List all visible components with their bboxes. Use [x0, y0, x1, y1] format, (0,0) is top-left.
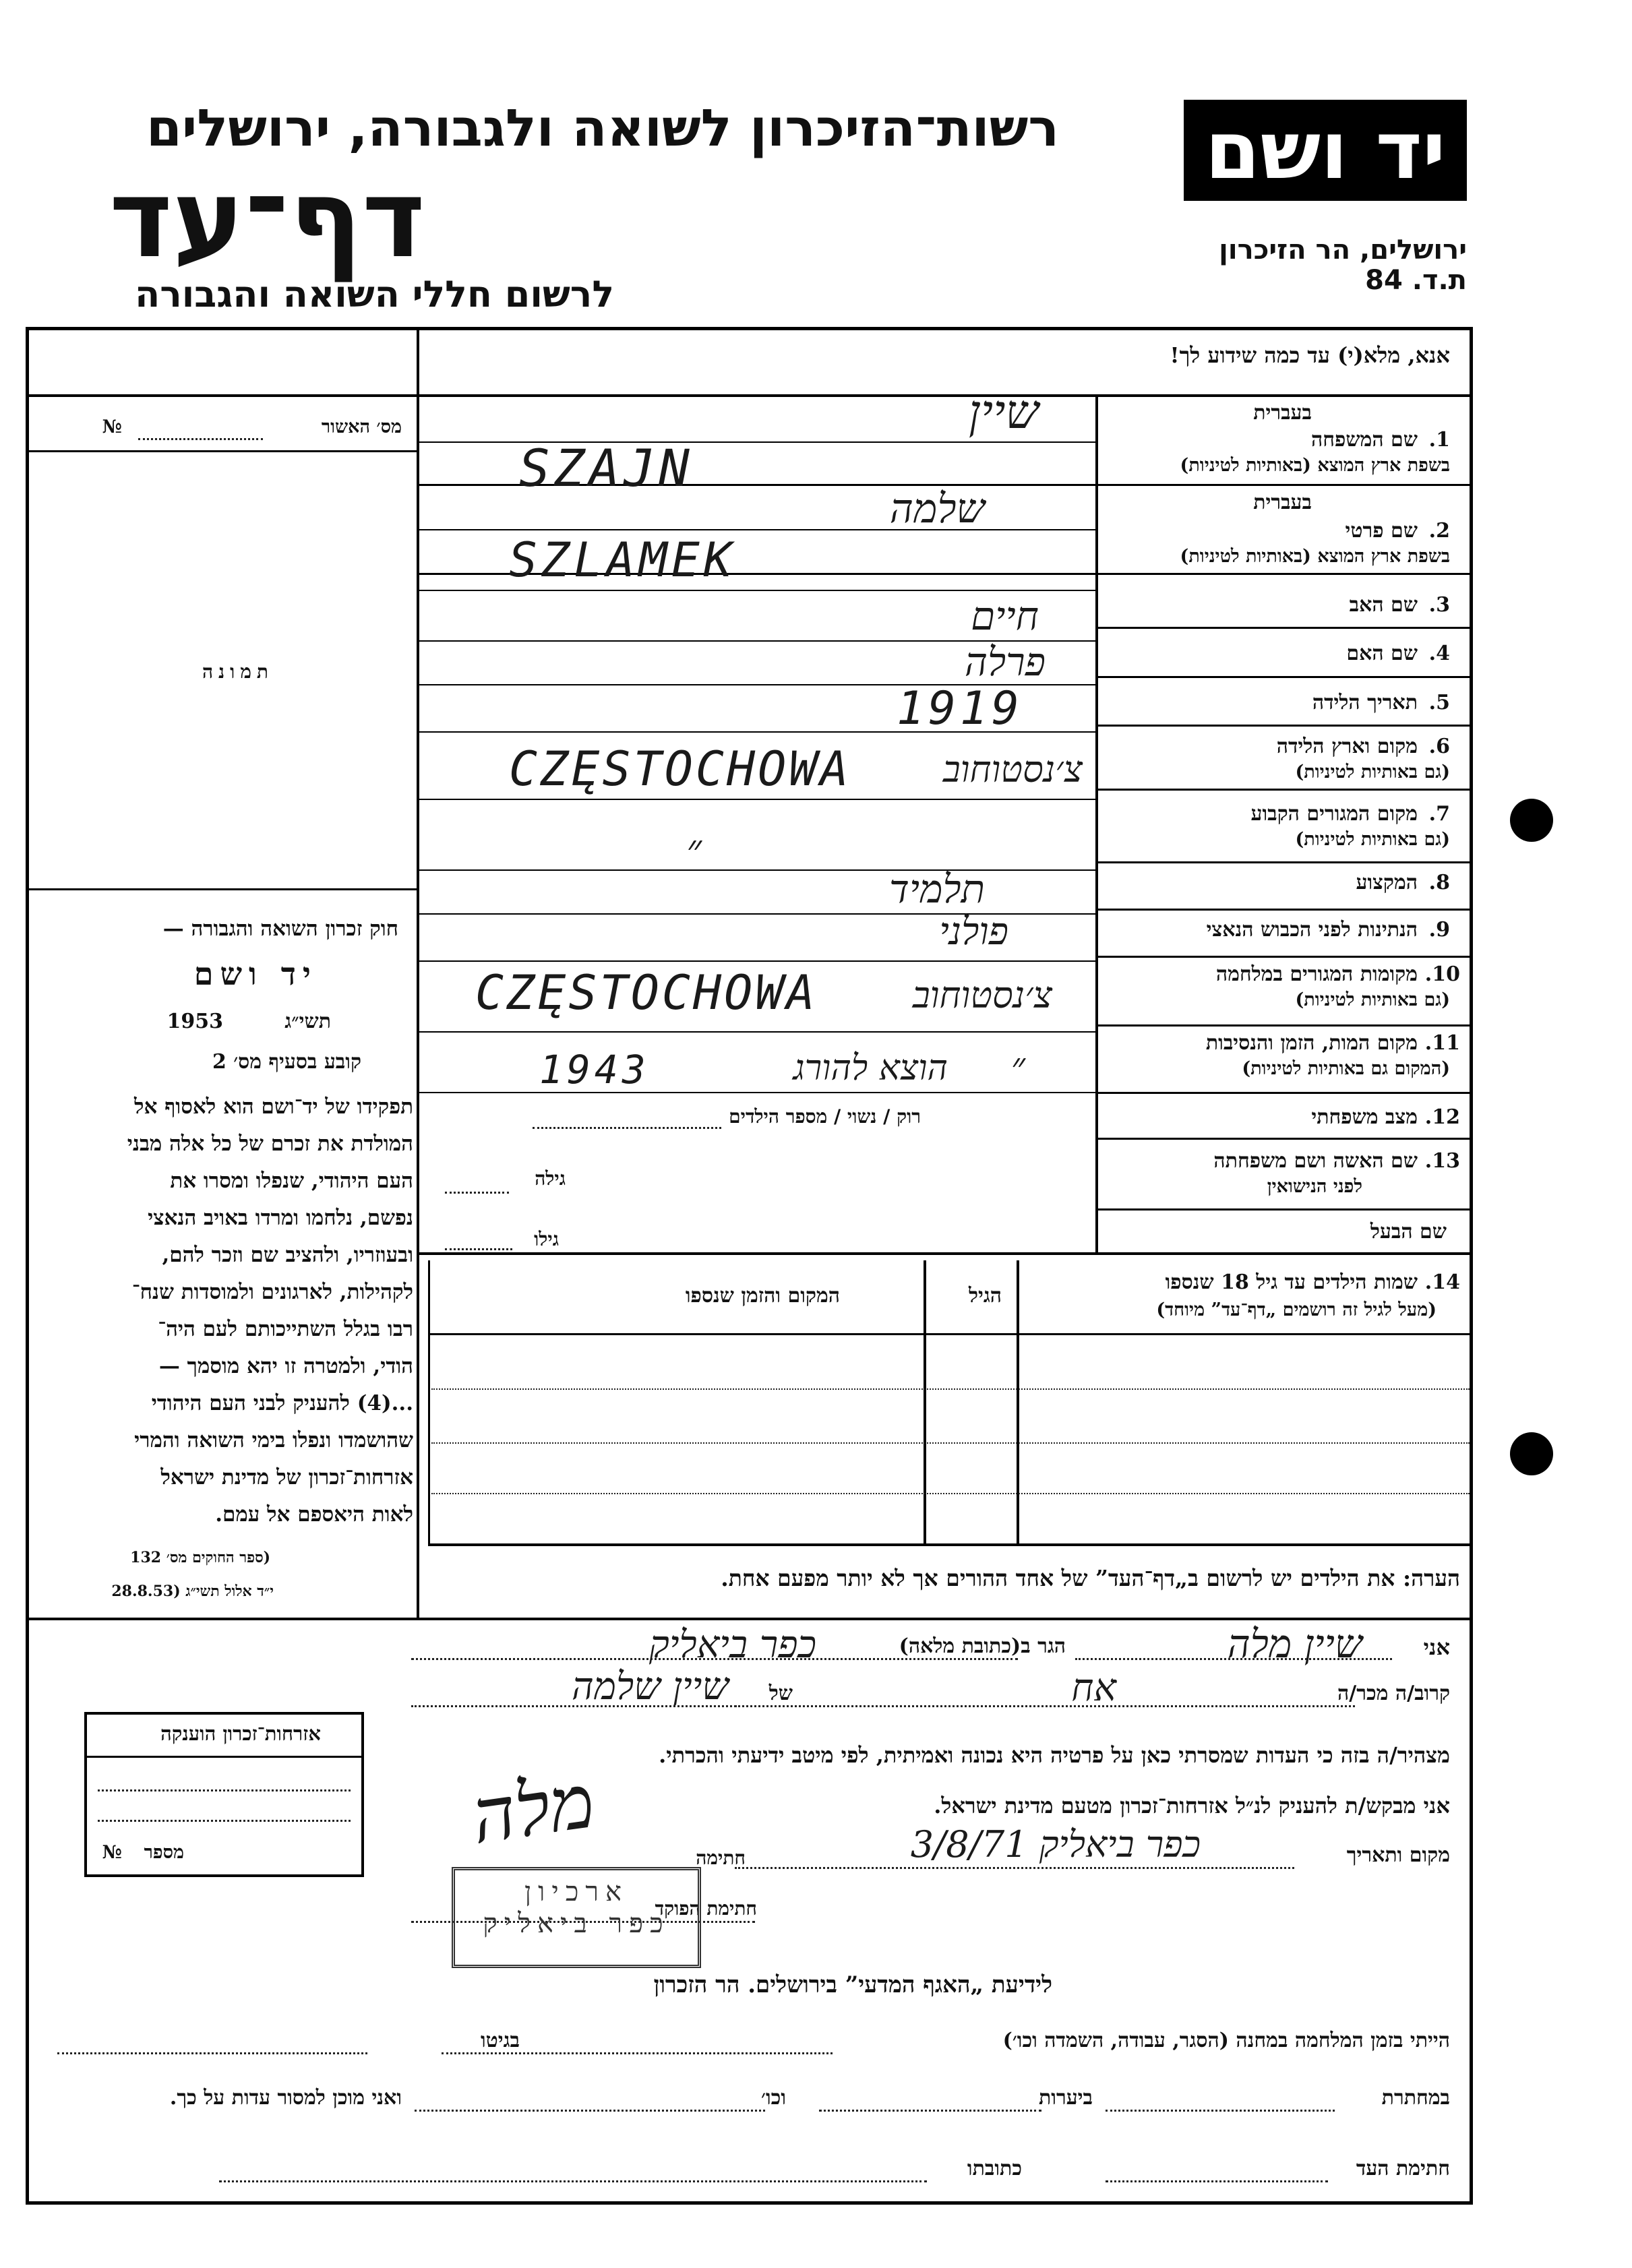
address-line-1: ירושלים, הר הזיכרון	[1219, 235, 1467, 266]
intro-text: אנא, מלא(י) עד כמה שידוע לך!	[1170, 342, 1450, 368]
law-book: (ספר החוקים מס׳ 132	[130, 1549, 270, 1566]
footer-camp: הייתי בזמן המלחמה במחנה (הסגר, עבודה, השמדה וכו׳)	[1002, 2029, 1450, 2052]
f4-label: שם האם	[1346, 642, 1418, 665]
decl-relation-value: אח	[1071, 1666, 1116, 1710]
law-text-line: נפשם, נלחמו ומרדו באויב הנאצי	[148, 1206, 413, 1230]
law-text-line: הודי, ולמטרה זו יהא מוסמך —	[158, 1354, 413, 1378]
f14-label: שמות הילדים עד גיל 18 שנספו	[1165, 1270, 1418, 1294]
f4-value: פרלה	[965, 639, 1046, 685]
decl-resident: הגר ב(כתובת מלאה)	[899, 1634, 1066, 1658]
f11-sub: (המקום גם באותיות לטיניות)	[1242, 1058, 1450, 1079]
f1-hebrew-label: בעברית	[1253, 401, 1312, 425]
form-title: דף־עד	[109, 156, 425, 282]
form-subtitle: לרשום חללי השואה והגבורה	[135, 273, 614, 315]
decl-of-value: שיין שלמה	[572, 1665, 729, 1709]
f13-age-husband: גילו	[534, 1228, 559, 1250]
address-line-2: ת.ד. 84	[1365, 265, 1467, 296]
f6-label: מקום וארץ הלידה	[1276, 735, 1418, 758]
footer-forests: ביערות	[1038, 2086, 1093, 2110]
confirmation-no-label: מס׳ האשור	[321, 417, 402, 437]
f1-latin-value: SZAJN	[519, 438, 694, 498]
no-sign: №	[102, 417, 122, 437]
f10-hebrew-value: צ׳נסטוחוב	[912, 974, 1052, 1016]
f14-place-header: המקום והזמן שנספו	[685, 1284, 840, 1308]
law-text-line: ובעוזריו, ולהציב שם וזכר להם,	[162, 1243, 413, 1267]
f1-label: שם המשפחה	[1310, 428, 1418, 452]
decl-address-value: כפר ביאליק	[648, 1623, 816, 1667]
footer-heading: לידיעת „האגף המדעי” בירושלים. הר הזכרון	[653, 1971, 1052, 1998]
f2-sub: בשפת ארץ המוצא (באותיות לטיניות)	[1180, 546, 1450, 567]
f6-sub: (גם באותיות לטיניות)	[1295, 762, 1450, 783]
f14-number: 14.	[1424, 1270, 1460, 1294]
citizenship-box-title: אזרחות־זכרון הוענקה	[160, 1722, 321, 1745]
decl-of: של	[768, 1682, 793, 1705]
stamp-line-2: כפר ביאליק	[483, 1908, 670, 1939]
law-text-line: רבו בגלל השתייכותם לעם היה־	[158, 1317, 413, 1341]
decl-ani: אני	[1423, 1634, 1450, 1660]
decl-signature-value: מלה	[466, 1758, 599, 1860]
f3-number: 3.	[1428, 593, 1450, 617]
f8-label: המקצוע	[1356, 871, 1418, 894]
law-text-line: לאות היאספם אל עמם.	[215, 1502, 413, 1527]
f11-hebrew-value: הוצא להורג	[793, 1048, 948, 1089]
decl-place-date-value: כפר ביאליק 3/8/71	[910, 1823, 1201, 1866]
f5-label: תאריך הלידה	[1312, 691, 1418, 714]
f9-value: פולני	[939, 910, 1008, 954]
f1-number: 1.	[1428, 428, 1450, 452]
f5-number: 5.	[1428, 691, 1450, 714]
decl-relation: קרוב/ה מכר/ה	[1337, 1682, 1450, 1705]
f8-number: 8.	[1428, 871, 1450, 894]
law-year: 1953	[167, 1010, 223, 1033]
f11-label: מקום המות, הזמן והנסיבות	[1205, 1031, 1418, 1055]
f3-value: חיים	[971, 593, 1039, 639]
f7-sub: (גם באותיות לטיניות)	[1295, 829, 1450, 850]
law-text-line: העם היהודי, שנפלו ומסרו את	[170, 1169, 413, 1193]
law-text-line: שהושמדו ונפלו בימי השואה והמרי	[134, 1428, 413, 1452]
footer-witness-signature: חתימת העד	[1356, 2157, 1450, 2180]
footer-address: כתובתו	[967, 2157, 1022, 2180]
f9-label: הנתינות לפני הכבוש הנאצי	[1206, 918, 1418, 942]
f12-number: 12.	[1424, 1105, 1460, 1129]
stamp-line-1: ארכיון	[524, 1876, 629, 1907]
law-text-line: לקהילות, לארגונים ולמוסדות שנח־	[131, 1280, 413, 1304]
decl-line4: אני מבקש/ת להעניק לנ״ל אזרחות־זכרון מטעם מדינת ישראל.	[934, 1793, 1450, 1818]
f2-hebrew-label: בעברית	[1253, 491, 1312, 514]
decl-signature: חתימה	[696, 1847, 746, 1869]
law-date: י״ד אלול תשי״ג (28.8.53	[111, 1583, 274, 1600]
photo-label: תמונה	[202, 661, 274, 683]
f2-latin-value: SZLAMEK	[509, 532, 737, 588]
archive-stamp	[452, 1867, 701, 1968]
f10-label: מקומות המגורים במלחמה	[1215, 962, 1418, 986]
f14-sub: (מעל לגיל זה רושמים „דף־עד” מיוחד)	[1156, 1299, 1437, 1320]
f1-hebrew-value: שיין	[968, 384, 1039, 439]
yad-vashem-logo: יד ושם	[1184, 100, 1467, 201]
f6-hebrew-value: צ׳נסטוחוב	[942, 748, 1083, 791]
law-name: יד ושם	[193, 956, 318, 992]
f2-hebrew-value: שלמה	[889, 485, 985, 532]
f2-label: שם פרטי	[1345, 519, 1418, 543]
citizenship-box-no-label: מספר	[144, 1842, 184, 1863]
law-year-heb: תשי״ג	[284, 1010, 331, 1033]
f13-sub: לפני הנישואין	[1267, 1176, 1362, 1197]
f13-number: 13.	[1424, 1149, 1460, 1173]
footer-ghetto: בגיטו	[480, 2029, 520, 2052]
f14-age-header: הגיל	[968, 1284, 1002, 1308]
punch-hole-top	[1510, 799, 1553, 842]
punch-hole-bottom	[1510, 1432, 1553, 1475]
law-text	[9, 1089, 413, 1533]
law-text-line: אזרחות־זכרון של מדינת ישראל	[160, 1465, 413, 1490]
footer-underground: במחתרת	[1381, 2086, 1450, 2110]
f9-number: 9.	[1428, 918, 1450, 942]
law-title: חוק זכרון השואה והגבורה —	[162, 917, 398, 941]
decl-name-value: שיין מלה	[1227, 1621, 1362, 1667]
f5-value: 1919	[897, 682, 1023, 735]
decl-line3: מצהיר/ה בזה כי העדות שמסרתי כאן על פרטיה היא נכונה ואמיתית, לפי מיטב ידיעתי והכרתי.	[659, 1742, 1450, 1768]
organization-name: רשות־הזיכרון לשואה ולגבורה, ירושלים	[146, 98, 1059, 158]
f4-number: 4.	[1428, 642, 1450, 665]
f7-number: 7.	[1428, 802, 1450, 826]
f3-label: שם האב	[1349, 593, 1418, 617]
note: הערה: את הילדים יש לרשום ב„דף־העד” של אחד ההורים אך לא יותר מפעם אחת.	[721, 1565, 1460, 1591]
f10-number: 10.	[1424, 962, 1460, 986]
f13-label: שם האשה ושם משפחתה	[1213, 1149, 1418, 1173]
law-clause: קובע בסעיף מס׳ 2	[212, 1050, 361, 1074]
f7-value: ״	[686, 826, 702, 873]
law-text-line: המולדת את זכרם של כל אלה מבני	[127, 1132, 413, 1156]
f8-value: תלמיד	[888, 866, 985, 912]
f1-sub: בשפת ארץ המוצא (באותיות לטיניות)	[1180, 455, 1450, 476]
f7-label: מקום המגורים הקבוע	[1250, 802, 1418, 826]
f2-number: 2.	[1428, 519, 1450, 543]
footer-etc: וכו׳	[761, 2086, 786, 2110]
f12-options: רוק / נשוי / מספר הילדים	[729, 1105, 921, 1128]
f13-husband-label: שם הבעל	[1370, 1220, 1447, 1244]
law-text-line: תפקידו של יד־ושם הוא לאסוף אל	[134, 1095, 413, 1119]
footer-ready: ואני מוכן למסור עדות על כך.	[169, 2086, 402, 2110]
f11-ditto: ״	[1010, 1045, 1025, 1089]
f12-label: מצב משפחתי	[1311, 1105, 1418, 1129]
f10-sub: (גם באותיות לטיניות)	[1295, 989, 1450, 1010]
f13-age-wife: גילה	[535, 1167, 566, 1190]
f10-latin-value: CZĘSTOCHOWA	[475, 965, 818, 1020]
decl-issuer-signature: חתימת הפוקד	[655, 1897, 757, 1920]
f6-latin-value: CZĘSTOCHOWA	[509, 741, 851, 797]
f11-number: 11.	[1424, 1031, 1460, 1055]
f6-number: 6.	[1428, 735, 1450, 758]
citizenship-box-no: №	[102, 1842, 122, 1863]
decl-place-date: מקום ותאריך	[1346, 1843, 1450, 1867]
f11-year-value: 1943	[539, 1047, 650, 1093]
law-text-line: ...(4) להעניק לבני העם היהודי	[151, 1391, 413, 1415]
